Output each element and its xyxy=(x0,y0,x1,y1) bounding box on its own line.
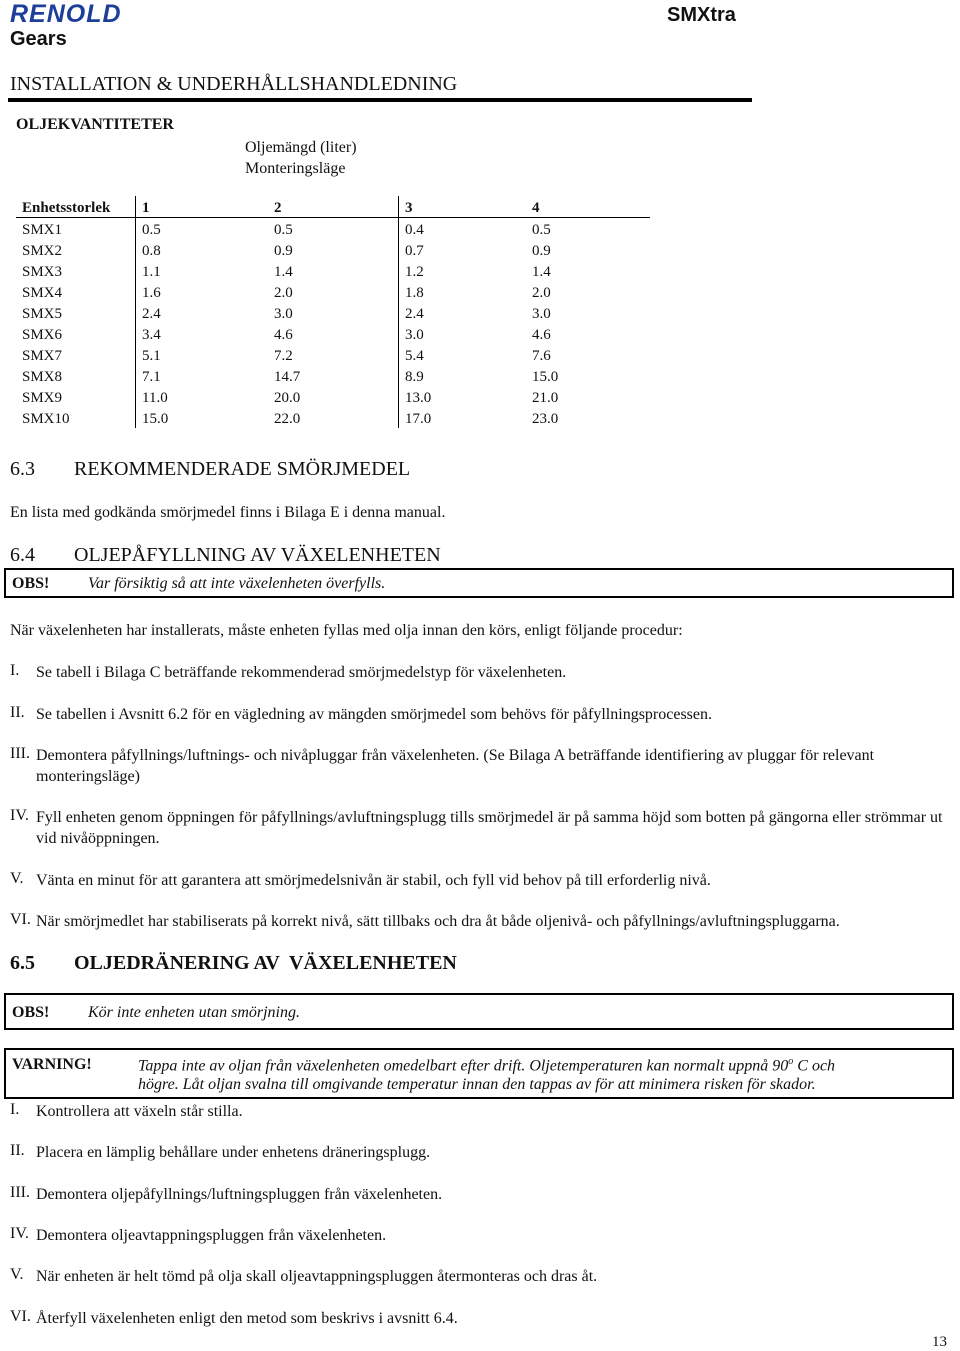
list-item-text: Vänta en minut för att garantera att smörjmedelsnivån är stabil, och fyll vid behov på till erforderlig nivå. xyxy=(36,872,711,889)
oil-volume-cell: 0.9 xyxy=(274,243,293,259)
list-item-text: Demontera påfyllnings/luftnings- och nivåpluggar från växelenheten. (Se Bilaga A beträffande identifiering av pluggar för relevant monteringsläge) xyxy=(36,747,875,785)
section-title: OLJEDRÄNERING AV VÄXELENHETEN xyxy=(74,952,457,974)
column-header: Enhetsstorlek xyxy=(16,196,136,218)
unit-size-cell: SMX6 xyxy=(22,327,63,343)
unit-size-cell: SMX4 xyxy=(22,285,63,301)
unit-size-cell: SMX5 xyxy=(22,306,63,322)
table-row xyxy=(16,218,650,240)
oil-volume-cell: 1.4 xyxy=(274,264,293,280)
list-item-text: Placera en lämplig behållare under enhetens dräneringsplugg. xyxy=(36,1144,431,1161)
oil-volume-cell: 1.6 xyxy=(136,281,269,302)
table-row xyxy=(16,386,650,407)
title-divider xyxy=(8,98,752,102)
oil-volume-cell: 23.0 xyxy=(532,411,559,427)
table-row xyxy=(16,302,650,323)
unit-size-cell: SMX10 xyxy=(22,411,70,427)
table-caption-mounting: Monteringsläge xyxy=(245,160,346,177)
warning-text-line2: högre. Låt oljan svalna till omgivande temperatur innan den tappas av för att minimera risken för skador. xyxy=(138,1076,816,1093)
oil-volume-cell: 1.2 xyxy=(399,260,527,281)
list-item-number: I. xyxy=(10,1101,20,1118)
obs-label: OBS! xyxy=(12,575,50,592)
oil-volume-cell: 1.4 xyxy=(532,264,551,280)
list-item-text: När enheten är helt tömd på olja skall oljeavtappningspluggen återmonteras och dras åt. xyxy=(36,1268,598,1285)
division-label: Gears xyxy=(10,28,67,50)
table-row xyxy=(16,344,650,365)
list-item-number: III. xyxy=(10,1184,30,1201)
product-name: SMXtra xyxy=(667,4,736,26)
oil-volume-cell: 3.0 xyxy=(532,306,551,322)
oil-volume-cell: 4.6 xyxy=(274,327,293,343)
oil-volume-cell: 8.9 xyxy=(399,365,527,386)
oil-volume-cell: 3.4 xyxy=(136,323,269,344)
list-item-text: Se tabellen i Avsnitt 6.2 för en vägledning av mängden smörjmedel som behövs för påfyllningsprocessen. xyxy=(36,706,713,723)
list-item-text: Kontrollera att växeln står stilla. xyxy=(36,1103,243,1120)
column-header: 3 xyxy=(399,196,527,218)
list-item-text: Se tabell i Bilaga C beträffande rekommenderad smörjmedelstyp för växelenheten. xyxy=(36,664,567,681)
oil-quantity-table xyxy=(16,196,650,428)
oil-volume-cell: 22.0 xyxy=(274,411,301,427)
oil-volume-cell: 7.2 xyxy=(274,348,293,364)
table-row xyxy=(16,281,650,302)
table-row xyxy=(16,407,650,428)
table-row xyxy=(16,323,650,344)
oil-volume-cell: 7.1 xyxy=(136,365,269,386)
list-item-number: II. xyxy=(10,704,25,721)
renold-logo: RENOLD xyxy=(10,0,122,28)
unit-size-cell: SMX3 xyxy=(22,264,63,280)
oil-volume-cell: 2.4 xyxy=(136,302,269,323)
warning-label: VARNING! xyxy=(12,1056,92,1073)
column-header: 2 xyxy=(268,196,399,218)
table-header-row xyxy=(16,196,650,218)
oil-volume-cell: 20.0 xyxy=(274,390,301,406)
oil-volume-cell: 2.0 xyxy=(274,285,293,301)
section-number: 6.5 xyxy=(10,952,35,974)
section-6-3-heading xyxy=(10,458,410,481)
degree-superscript: o xyxy=(788,1056,794,1067)
oil-volume-cell: 21.0 xyxy=(532,390,559,406)
oil-quantities-heading: OLJEKVANTITETER xyxy=(16,116,174,133)
oil-volume-cell: 0.4 xyxy=(399,218,527,240)
unit-size-cell: SMX8 xyxy=(22,369,63,385)
column-header: 4 xyxy=(526,196,650,218)
oil-volume-cell: 14.7 xyxy=(274,369,301,385)
warning-text-b: C och xyxy=(793,1057,836,1075)
list-item-number: V. xyxy=(10,1266,24,1283)
obs-note-box xyxy=(4,993,954,1030)
oil-volume-cell: 5.4 xyxy=(399,344,527,365)
oil-volume-cell: 0.5 xyxy=(136,218,269,240)
list-item-number: IV. xyxy=(10,1225,29,1242)
page-number: 13 xyxy=(932,1334,947,1350)
oil-volume-cell: 17.0 xyxy=(399,407,527,428)
oil-volume-cell: 7.6 xyxy=(532,348,551,364)
document-title: INSTALLATION & UNDERHÅLLSHANDLEDNING xyxy=(10,73,458,95)
section-number: 6.3 xyxy=(10,458,35,480)
section-title: OLJEPÅFYLLNING AV VÄXELENHETEN xyxy=(74,544,441,566)
oil-volume-cell: 5.1 xyxy=(136,344,269,365)
oil-volume-cell: 0.7 xyxy=(399,239,527,260)
oil-volume-cell: 3.0 xyxy=(274,306,293,322)
warning-box xyxy=(4,1048,954,1099)
oil-volume-cell: 15.0 xyxy=(136,407,269,428)
obs-text: Var försiktig så att inte växelenheten överfylls. xyxy=(88,575,386,592)
list-item-number: I. xyxy=(10,662,20,679)
list-item-text: Demontera oljepåfyllnings/luftningspluggen från växelenheten. xyxy=(36,1186,443,1203)
section-6-5-heading xyxy=(10,952,457,975)
list-item-text: Demontera oljeavtappningspluggen från växelenheten. xyxy=(36,1227,387,1244)
oil-volume-cell: 4.6 xyxy=(532,327,551,343)
oil-volume-cell: 1.1 xyxy=(136,260,269,281)
table-row xyxy=(16,365,650,386)
oil-volume-cell: 2.0 xyxy=(532,285,551,301)
table-row xyxy=(16,260,650,281)
list-item-text: Fyll enheten genom öppningen för påfyllnings/avluftningsplugg tills smörjmedel är på samma höjd som botten på gängorna eller strömmar ut vid nivåöppningen. xyxy=(36,809,943,847)
oil-volume-cell: 0.5 xyxy=(532,222,551,238)
list-item-number: VI. xyxy=(10,1308,31,1325)
table-row xyxy=(16,239,650,260)
warning-text-line1 xyxy=(138,1056,835,1075)
list-item-number: III. xyxy=(10,745,30,762)
obs-note-box xyxy=(4,568,954,598)
list-item-number: V. xyxy=(10,870,24,887)
oil-volume-cell: 15.0 xyxy=(532,369,559,385)
table-caption-quantity: Oljemängd (liter) xyxy=(245,139,357,156)
section-number: 6.4 xyxy=(10,544,35,566)
oil-volume-cell: 13.0 xyxy=(399,386,527,407)
oil-volume-cell: 11.0 xyxy=(136,386,269,407)
oil-volume-cell: 3.0 xyxy=(399,323,527,344)
unit-size-cell: SMX9 xyxy=(22,390,63,406)
obs-text: Kör inte enheten utan smörjning. xyxy=(88,1004,300,1021)
oil-volume-cell: 0.9 xyxy=(532,243,551,259)
section-6-4-heading xyxy=(10,544,441,567)
oil-volume-cell: 0.5 xyxy=(274,222,293,238)
obs-label: OBS! xyxy=(12,1004,50,1021)
oil-volume-cell: 2.4 xyxy=(399,302,527,323)
filling-intro: När växelenheten har installerats, måste enheten fyllas med olja innan den körs, enligt följande procedur: xyxy=(10,622,683,639)
section-title: REKOMMENDERADE SMÖRJMEDEL xyxy=(74,458,411,480)
unit-size-cell: SMX1 xyxy=(22,222,63,238)
unit-size-cell: SMX7 xyxy=(22,348,63,364)
warning-text-a: Tappa inte av oljan från växelenheten omedelbart efter drift. Oljetemperaturen kan normalt uppnå 90 xyxy=(138,1057,789,1075)
list-item-text: Återfyll växelenheten enligt den metod som beskrivs i avsnitt 6.4. xyxy=(36,1310,458,1327)
list-item-text: När smörjmedlet har stabiliserats på korrekt nivå, sätt tillbaks och dra åt både oljenivå- och påfyllnings/avluftningspluggarna. xyxy=(36,913,840,930)
column-header: 1 xyxy=(136,196,269,218)
list-item-number: VI. xyxy=(10,911,31,928)
unit-size-cell: SMX2 xyxy=(22,243,63,259)
oil-volume-cell: 1.8 xyxy=(399,281,527,302)
lubricants-text: En lista med godkända smörjmedel finns i Bilaga E i denna manual. xyxy=(10,504,446,521)
oil-volume-cell: 0.8 xyxy=(136,239,269,260)
list-item-number: II. xyxy=(10,1142,25,1159)
list-item-number: IV. xyxy=(10,807,29,824)
